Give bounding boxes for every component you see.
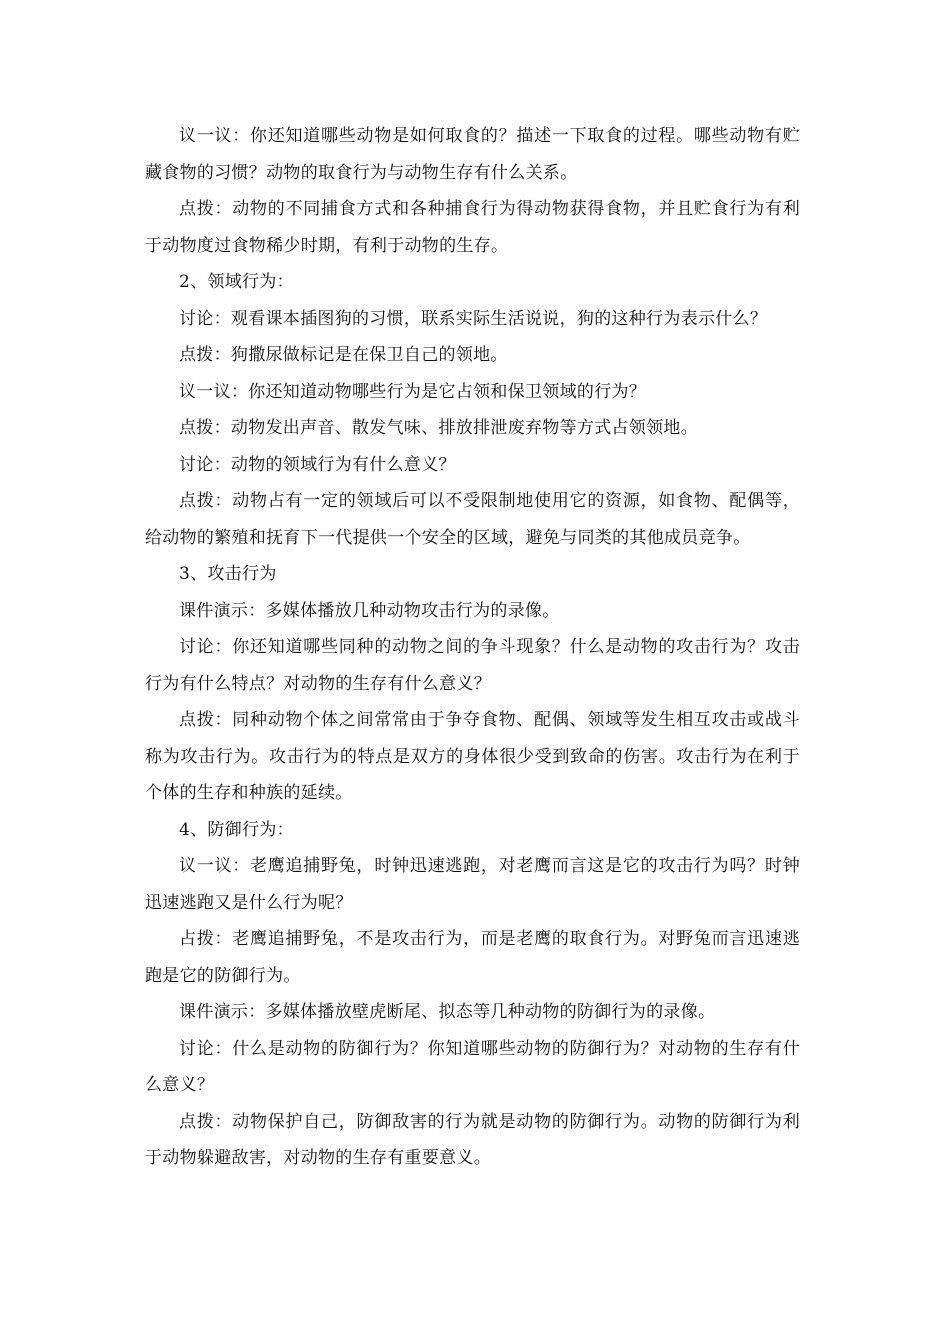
paragraph-discussion-dog: 讨论：观看课本插图狗的习惯，联系实际生活说说，狗的这种行为表示什么？ (179, 308, 768, 329)
paragraph-discuss-feeding: 议一议：你还知道哪些动物是如何取食的？描述一下取食的过程。哪些动物有贮藏食物的习惯？动物的取食行为与动物生存有什么关系。 (145, 126, 800, 183)
paragraph-hint-territory-meaning: 点拨：动物占有一定的领域后可以不受限制地使用它的资源，如食物、配偶等，给动物的繁殖和抚育下一代提供一个安全的区域，避免与同类的其他成员竞争。 (145, 491, 800, 548)
paragraph-hint-dog: 点拨：狗撒尿做标记是在保卫自己的领地。 (179, 345, 508, 365)
section-heading-attack: 3、攻击行为 (179, 564, 277, 584)
paragraph-discuss-territory: 议一议：你还知道动物哪些行为是它占领和保卫领域的行为？ (179, 381, 647, 402)
paragraph-discussion-attack: 讨论：你还知道哪些同种的动物之间的争斗现象？什么是动物的攻击行为？攻击行为有什么特点？对动物的生存有什么意义？ (145, 637, 800, 694)
paragraph-discuss-eagle: 议一议：老鹰追捕野兔，时钟迅速逃跑，对老鹰而言这是它的攻击行为吗？时钟迅速逃跑又是什么行为呢？ (145, 856, 800, 913)
section-heading-defense: 4、防御行为： (179, 819, 294, 840)
paragraph-hint-territory-methods: 点拨：动物发出声音、散发气味、排放排泄废弃物等方式占领领地。 (179, 418, 698, 438)
paragraph-discussion-defense: 讨论：什么是动物的防御行为？你知道哪些动物的防御行为？对动物的生存有什么意义？ (145, 1038, 800, 1095)
paragraph-hint-attack: 点拨：同种动物个体之间常常由于争夺食物、配偶、领域等发生相互攻击或战斗称为攻击行为。攻击行为的特点是双方的身体很少受到致命的伤害。攻击行为在利于个体的生存和种族的延续。 (145, 710, 800, 803)
paragraph-demo-attack: 课件演示：多媒体播放几种动物攻击行为的录像。 (179, 600, 560, 621)
paragraph-demo-defense: 课件演示：多媒体播放壁虎断尾、拟态等几种动物的防御行为的录像。 (179, 1002, 716, 1022)
paragraph-discussion-territory-meaning: 讨论：动物的领域行为有什么意义？ (179, 454, 456, 475)
section-heading-territorial: 2、领域行为： (179, 272, 294, 292)
document-body (145, 118, 800, 1177)
paragraph-hint-defense: 点拨：动物保护自己，防御敌害的行为就是动物的防御行为。动物的防御行为利于动物躲避敌害，对动物的生存有重要意义。 (145, 1111, 800, 1168)
paragraph-hint-feeding: 点拨：动物的不同捕食方式和各种捕食行为得动物获得食物，并且贮食行为有利于动物度过食物稀少时期，有利于动物的生存。 (145, 199, 800, 256)
paragraph-hint-eagle: 占拨：老鹰追捕野兔，不是攻击行为，而是老鹰的取食行为。对野兔而言迅速逃跑是它的防御行为。 (145, 929, 800, 986)
